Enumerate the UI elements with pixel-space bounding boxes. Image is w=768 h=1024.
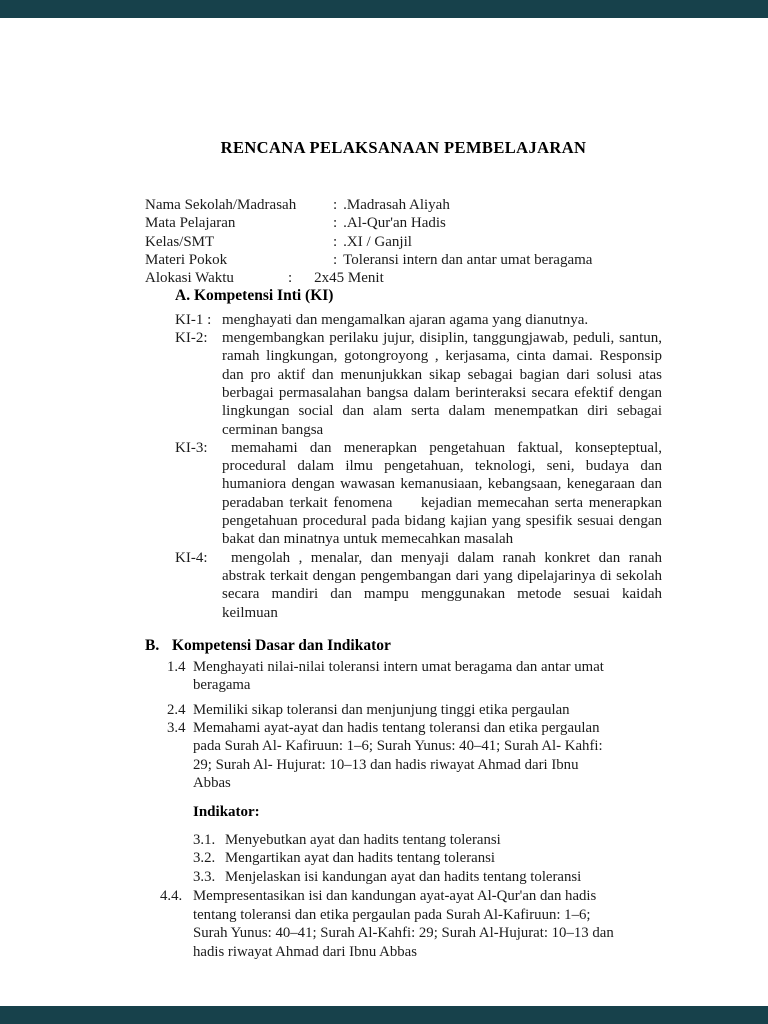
ki-text: memahami dan menerapkan pengetahuan faktual, konsepteptual, procedural dalam ilmu pengetahuan, teknologi, seni, budaya dan humaniora dengan wawasan kemanusiaan, kebangsaan, kenegaraan dan peradaban terkait fenomena kejadian memecahan serta menerapkan pengetahuan procedural pada bidang kajian yang spesifik sesuai dengan bakat dan minatnya untuk memecahkan masalah (222, 439, 662, 548)
metadata-value: .Al-Qur'an Hadis (343, 215, 446, 232)
metadata-row-topic (145, 251, 662, 269)
list-item-kd-3-4 (167, 719, 662, 792)
list-item-kd-2-4 (167, 701, 662, 719)
ki-text: mengembangkan perilaku jujur, disiplin, tanggungjawab, peduli, santun, ramah lingkungan, gotongroyong , kerjasama, cinta damai. Responsip dan pro aktif dan menunjukkan sikap sebagai bagian dari solusi atas berbagai permasalahan bangsa dalam berinteraksi secara efektif dengan lingkungan social dan alam serta dalam menempatkan diri sebagai cerminan bangsa (222, 330, 662, 438)
metadata-block (145, 196, 662, 287)
metadata-label: Alokasi Waktu (145, 270, 234, 287)
metadata-label: Nama Sekolah/Madrasah (145, 197, 297, 213)
ki-number: KI-4: (175, 549, 208, 566)
bottom-border-bar (0, 1006, 768, 1024)
metadata-value: .Madrasah Aliyah (343, 197, 450, 213)
metadata-colon: : (333, 233, 338, 250)
section-b-heading-text: Kompetensi Dasar dan Indikator (172, 636, 391, 654)
list-item-indikator-3-2 (193, 849, 662, 868)
ki-number: KI-3: (175, 439, 208, 456)
kd-number: 1.4 (167, 659, 186, 676)
document-page (145, 18, 662, 962)
list-item-kd-1-4 (167, 658, 662, 695)
metadata-label: Kelas/SMT (145, 233, 215, 250)
metadata-label: Mata Pelajaran (145, 215, 236, 232)
list-item-kd-4-4 (160, 887, 662, 961)
indikator-heading: Indikator: (193, 804, 260, 821)
metadata-colon: : (333, 251, 338, 268)
ki-text: menghayati dan mengamalkan ajaran agama yang dianutnya. (222, 311, 589, 328)
kd-text: Memiliki sikap toleransi dan menjunjung tinggi etika pergaulan (193, 701, 570, 718)
metadata-row-class (145, 233, 662, 251)
kd-text: Menghayati nilai-nilai toleransi intern umat beragama dan antar umat beragama (193, 659, 604, 694)
metadata-label: Materi Pokok (145, 251, 228, 268)
kd-number: 4.4. (160, 888, 183, 905)
list-item-ki3 (145, 439, 662, 549)
section-a-heading: A. Kompetensi Inti (KI) (175, 287, 334, 305)
core-competency-list (145, 311, 662, 622)
section-b-heading (145, 637, 662, 655)
kd-number: 3.4 (167, 720, 186, 737)
section-b-letter: B. (145, 636, 160, 654)
ki-text: mengolah , menalar, dan menyaji dalam ranah konkret dan ranah abstrak terkait dengan pengembangan dari yang dipelajarinya di sekolah secara mandiri dan mampu menggunakan metode sesuai kaidah keilmuan (222, 549, 662, 621)
metadata-value: .XI / Ganjil (343, 233, 412, 250)
top-border-bar (0, 0, 768, 18)
metadata-colon: : (333, 215, 338, 232)
list-item-indikator-3-3 (193, 868, 662, 887)
kd-text: Mempresentasikan isi dan kandungan ayat-ayat Al-Qur'an dan hadis tentang toleransi dan etika pergaulan pada Surah Al-Kafiruun: 1–6; Surah Yunus: 40–41; Surah Al-Kahfi: 29; Surah Al-Hujurat: 10–13 dan hadis riwayat Ahmad dari Ibnu Abbas (193, 888, 614, 961)
list-item-ki1 (145, 311, 662, 329)
metadata-row-subject (145, 214, 662, 232)
indikator-number: 3.2. (193, 850, 216, 867)
metadata-value: 2x45 Menit (314, 270, 384, 287)
metadata-colon: : (333, 197, 338, 213)
metadata-row-duration (145, 269, 662, 287)
kd-number: 2.4 (167, 701, 186, 718)
list-item-ki2 (145, 329, 662, 439)
indikator-text: Menjelaskan isi kandungan ayat dan hadits tentang toleransi (225, 868, 582, 885)
indikator-text: Mengartikan ayat dan hadits tentang toleransi (225, 850, 495, 867)
ki-number: KI-1 : (175, 311, 212, 328)
list-item-ki4 (145, 549, 662, 622)
indikator-text: Menyebutkan ayat dan hadits tentang toleransi (225, 831, 501, 848)
document-title: RENCANA PELAKSANAAN PEMBELAJARAN (220, 138, 587, 157)
ki-number: KI-2: (175, 330, 208, 347)
indikator-number: 3.1. (193, 831, 216, 848)
kd-text: Memahami ayat-ayat dan hadis tentang toleransi dan etika pergaulan pada Surah Al- Kafiruun: 1–6; Surah Yunus: 40–41; Surah Al- Kahfi: 29; Surah Al- Hujurat: 10–13 dan hadis riwayat Ahmad dari Ibnu Abbas (193, 720, 603, 791)
metadata-value: Toleransi intern dan antar umat beragama (343, 251, 593, 268)
indikator-number: 3.3. (193, 868, 216, 885)
metadata-colon: : (288, 270, 293, 287)
metadata-row-school (145, 196, 662, 214)
list-item-indikator-3-1 (193, 831, 662, 850)
